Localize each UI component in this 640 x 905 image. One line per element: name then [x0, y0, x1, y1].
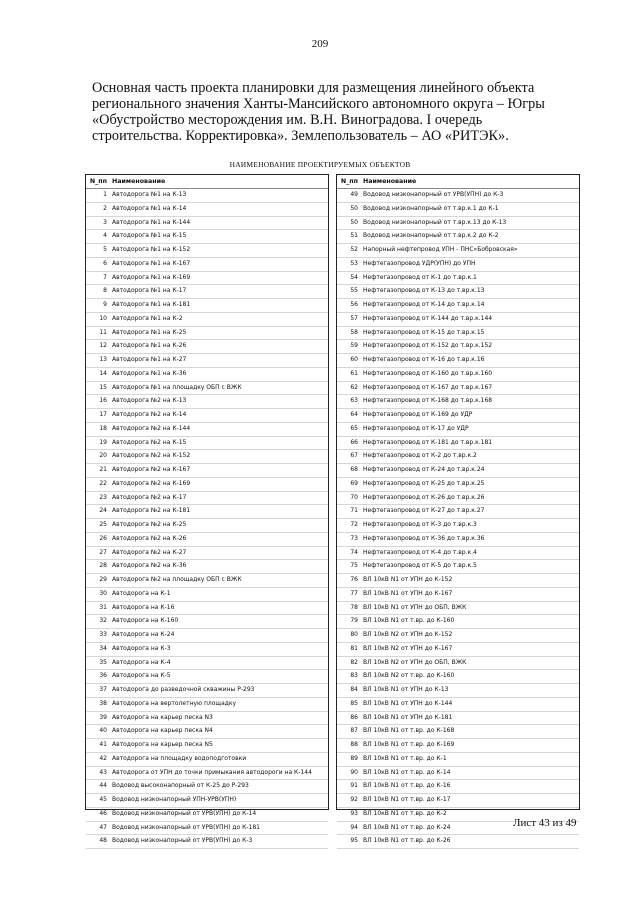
row-number: 40	[99, 727, 107, 735]
table-row	[86, 382, 328, 396]
row-name: Автодорога №1 на К-167	[112, 259, 191, 267]
row-number: 1	[103, 191, 107, 198]
row-number: 24	[99, 507, 107, 515]
table-row	[86, 313, 328, 327]
table-row	[337, 464, 579, 478]
table-row	[337, 505, 579, 519]
row-name: Автодорога №1 на К-25	[112, 328, 187, 336]
row-name: Автодорога на К-3	[112, 644, 171, 652]
row-name: Автодорога №2 на К-167	[112, 466, 191, 473]
table-row	[86, 450, 328, 464]
row-number: 32	[99, 617, 107, 625]
table-row	[86, 657, 328, 671]
row-name: Водовод низконапорный от т.вр.к.1 до К-1	[363, 204, 499, 212]
table-row	[86, 354, 328, 368]
table-row	[337, 588, 579, 602]
row-name: ВЛ 10кВ N1 от УПН до К-167	[363, 589, 453, 597]
row-number: 49	[350, 191, 358, 198]
table-row	[86, 629, 328, 643]
row-name: Автодорога №2 на К-36	[112, 562, 187, 570]
row-number: 50	[350, 218, 358, 226]
row-number: 35	[99, 658, 107, 666]
row-name: Автодорога на К-4	[112, 658, 171, 666]
row-name: Автодорога №2 на К-15	[112, 438, 187, 446]
table-row	[86, 272, 328, 286]
table-row	[337, 615, 579, 629]
row-number: 59	[350, 342, 358, 350]
table-row	[86, 258, 328, 272]
column-header-name: Наименование	[112, 178, 166, 185]
row-name: ВЛ 10кВ N2 от УПН до К-167	[363, 644, 453, 652]
row-name: Автодорога №1 на площадку ОБП с ВЖК	[112, 383, 242, 391]
table-row	[86, 217, 328, 231]
row-number: 76	[350, 576, 358, 583]
table-row	[337, 753, 579, 767]
row-name: ВЛ 10кВ N1 от УПН до К-181	[363, 713, 453, 721]
table-row	[337, 657, 579, 671]
row-number: 63	[350, 397, 358, 405]
objects-table-left	[85, 174, 329, 845]
row-name: Автодорога на карьер песка N4	[112, 727, 213, 735]
table-row	[86, 478, 328, 492]
row-number: 62	[350, 383, 358, 391]
row-number: 71	[350, 507, 358, 515]
row-name: Автодорога на карьер песка N5	[112, 741, 213, 748]
row-name: ВЛ 10кВ N1 от УПН до ОБП, ВЖК	[363, 603, 467, 611]
row-number: 68	[350, 466, 358, 473]
table-row	[86, 670, 328, 684]
row-number: 45	[99, 796, 107, 803]
table-row	[337, 712, 579, 726]
row-name: Нефтегазопровод от К-13 до т.вр.к.13	[363, 287, 485, 295]
row-number: 13	[99, 356, 107, 363]
row-number: 55	[350, 287, 358, 295]
row-number: 4	[103, 232, 107, 240]
table-row	[337, 780, 579, 794]
table-row	[337, 533, 579, 547]
table-row	[86, 547, 328, 561]
row-name: Автодорога №1 на К-14	[112, 204, 187, 212]
row-number: 14	[99, 369, 107, 377]
row-number: 23	[99, 493, 107, 501]
row-name: Автодорога №2 на К-25	[112, 521, 187, 528]
table-row	[86, 698, 328, 712]
table-row	[86, 464, 328, 478]
row-number: 90	[350, 768, 358, 776]
row-name: Автодорога на вертолетную площадку	[112, 699, 237, 707]
row-number: 73	[350, 534, 358, 542]
table-row	[86, 739, 328, 753]
row-number: 18	[99, 424, 107, 432]
row-name: Автодорога №2 на К-169	[112, 479, 191, 487]
table-row	[337, 423, 579, 437]
row-name: ВЛ 10кВ N2 от УПН до К-152	[363, 631, 453, 638]
table-row	[86, 602, 328, 616]
row-number: 74	[350, 548, 358, 556]
page-number: 209	[311, 38, 329, 50]
table-row	[86, 395, 328, 409]
table-row	[86, 684, 328, 698]
row-number: 72	[350, 521, 358, 528]
row-name: Автодорога №1 на К-27	[112, 356, 187, 363]
row-number: 83	[350, 672, 358, 680]
row-number: 57	[350, 314, 358, 322]
row-number: 7	[103, 273, 107, 281]
row-name: Нефтегазопровод от К-144 до т.вр.к.144	[363, 314, 493, 322]
row-number: 34	[99, 644, 107, 652]
row-name: Автодорога до разведочной скважины Р-293	[112, 686, 255, 693]
row-name: Автодорога на К-1	[112, 589, 171, 597]
row-name: Нефтегазопровод от К-14 до т.вр.к.14	[363, 301, 485, 308]
table-row	[86, 712, 328, 726]
table-row	[337, 285, 579, 299]
table-row	[337, 272, 579, 286]
row-name: Автодорога №1 на К-181	[112, 301, 191, 308]
row-name: Нефтегазопровод от К-169 до УДР	[363, 411, 473, 418]
table-row	[86, 780, 328, 794]
row-name: Автодорога №2 на К-27	[112, 548, 187, 556]
row-number: 37	[99, 686, 107, 693]
row-name: ВЛ 10кВ N1 от т.вр. до К-1	[363, 754, 447, 762]
row-number: 30	[99, 589, 107, 597]
row-name: ВЛ 10кВ N1 от т.вр. до К-24	[363, 823, 451, 831]
row-name: Нефтегазопровод от К-24 до т.вр.к.24	[363, 466, 485, 473]
row-number: 89	[350, 754, 358, 762]
row-number: 46	[99, 809, 107, 817]
row-number: 56	[350, 301, 358, 308]
row-name: Водовод низконапорный от т.вр.к.13 до К-13	[363, 218, 507, 226]
row-name: Автодорога №1 на К-17	[112, 287, 187, 295]
row-name: ВЛ 10кВ N2 от т.вр. до К-160	[363, 672, 455, 680]
row-name: Автодорога №1 на К-15	[112, 232, 187, 240]
row-number: 65	[350, 424, 358, 432]
table-body-right	[337, 189, 579, 849]
table-row	[337, 519, 579, 533]
table-row	[337, 244, 579, 258]
row-name: Нефтегазопровод от К-25 до т.вр.к.25	[363, 479, 485, 487]
row-name: Нефтегазопровод от К-27 до т.вр.к.27	[363, 507, 485, 515]
table-row	[86, 533, 328, 547]
row-name: Автодорога №1 на К-36	[112, 369, 187, 377]
table-row	[337, 835, 579, 849]
row-name: Автодорога на К-160	[112, 617, 179, 625]
table-row	[337, 478, 579, 492]
row-name: ВЛ 10кВ N1 от т.вр. до К-26	[363, 837, 451, 845]
table-row	[337, 547, 579, 561]
row-name: Автодорога №1 на К-13	[112, 191, 187, 198]
row-name: Нефтегазопровод от К-36 до т.вр.к.36	[363, 534, 485, 542]
table-row	[337, 698, 579, 712]
row-number: 22	[99, 479, 107, 487]
table-row	[86, 189, 328, 203]
table-row	[337, 299, 579, 313]
row-number: 51	[350, 232, 358, 240]
table-row	[86, 519, 328, 533]
row-name: Нефтегазопровод от К-168 до т.вр.к.168	[363, 397, 493, 405]
table-row	[337, 340, 579, 354]
row-number: 47	[99, 823, 107, 831]
row-name: Автодорога от УПН до точки примыкания автодороги на К-144	[112, 768, 312, 776]
row-name: Водовод низконапорный УПН-УРВ(УПН)	[112, 796, 237, 803]
row-name: Нефтегазопровод от К-17 до УДР	[363, 424, 469, 432]
row-name: Автодорога №2 на К-13	[112, 397, 187, 405]
row-name: Автодорога №2 на К-17	[112, 493, 187, 501]
row-number: 44	[99, 782, 107, 790]
row-name: Нефтегазопровод от К-4 до т.вр.к.4	[363, 548, 477, 556]
table-row	[337, 313, 579, 327]
table-row	[86, 615, 328, 629]
row-name: Автодорога на площадку водоподготовки	[112, 754, 247, 762]
row-name: Нефтегазопровод от К-2 до т.вр.к.2	[363, 452, 477, 460]
row-number: 78	[350, 603, 358, 611]
column-header-name: Наименование	[363, 178, 417, 185]
row-name: Нефтегазопровод от К-16 до т.вр.к.16	[363, 356, 485, 363]
row-number: 81	[350, 644, 358, 652]
row-name: Водовод низконапорный от УРВ(УПН) до К-3	[363, 191, 504, 198]
table-row	[337, 189, 579, 203]
row-number: 20	[99, 452, 107, 460]
table-title: НАИМЕНОВАНИЕ ПРОЕКТИРУЕМЫХ ОБЪЕКТОВ	[229, 160, 411, 169]
table-row	[337, 492, 579, 506]
row-name: Автодорога №1 на К-144	[112, 218, 191, 226]
row-number: 94	[350, 823, 358, 831]
table-row	[337, 450, 579, 464]
row-name: Автодорога №1 на К-2	[112, 314, 183, 322]
row-number: 25	[99, 521, 107, 528]
table-row	[86, 230, 328, 244]
row-name: Автодорога на К-5	[112, 672, 171, 680]
row-number: 43	[99, 768, 107, 776]
row-name: Нефтегазопровод от К-1 до т.вр.к.1	[363, 273, 477, 281]
row-number: 16	[99, 397, 107, 405]
table-row	[86, 794, 328, 808]
table-row	[86, 244, 328, 258]
row-number: 52	[350, 246, 358, 253]
row-number: 36	[99, 672, 107, 680]
sheet-counter: Лист 43 из 49	[513, 817, 577, 829]
row-name: Автодорога на карьер песка N3	[112, 713, 213, 721]
row-name: Автодорога на К-24	[112, 631, 175, 638]
table-row	[86, 822, 328, 836]
table-row	[86, 299, 328, 313]
row-number: 38	[99, 699, 107, 707]
row-number: 70	[350, 493, 358, 501]
row-number: 67	[350, 452, 358, 460]
document-heading: Основная часть проекта планировки для размещения линейного объекта регионального значения Ханты-Мансийского автономного округа – Югры «Обустройство месторождения им. В.Н. Виноградова. I очередь строительства. Корректировка». Землепользователь – АО «РИТЭК».	[92, 80, 545, 144]
table-row	[337, 670, 579, 684]
table-row	[337, 409, 579, 423]
row-name: Нефтегазопровод УДР(УПН) до УПН	[363, 259, 476, 267]
row-name: Автодорога на К-16	[112, 603, 175, 611]
row-name: Водовод низконапорный от т.вр.к.2 до К-2	[363, 232, 499, 240]
row-number: 8	[103, 287, 107, 295]
row-number: 12	[99, 342, 107, 350]
table-row	[337, 217, 579, 231]
row-name: Нефтегазопровод от К-160 до т.вр.к.160	[363, 369, 493, 377]
row-name: Автодорога №1 на К-169	[112, 273, 191, 281]
row-name: Автодорога №2 на площадку ОБП с ВЖК	[112, 576, 242, 583]
row-number: 88	[350, 741, 358, 748]
table-row	[86, 808, 328, 822]
row-number: 48	[99, 837, 107, 845]
table-row	[337, 767, 579, 781]
table-row	[337, 794, 579, 808]
row-number: 15	[99, 383, 107, 391]
row-number: 42	[99, 754, 107, 762]
row-number: 41	[99, 741, 107, 748]
table-row	[337, 327, 579, 341]
row-number: 82	[350, 658, 358, 666]
table-row	[337, 395, 579, 409]
row-name: ВЛ 10кВ N2 от УПН до ОБП, ВЖК	[363, 658, 467, 666]
row-number: 5	[103, 246, 107, 253]
row-name: Водовод высоконапорный от К-25 до Р-293	[112, 782, 249, 790]
table-row	[86, 327, 328, 341]
row-number: 3	[103, 218, 107, 226]
table-header	[337, 175, 579, 189]
row-number: 64	[350, 411, 358, 418]
row-name: Автодорога №1 на К-26	[112, 342, 187, 350]
table-row	[337, 574, 579, 588]
row-number: 69	[350, 479, 358, 487]
row-name: Автодорога №2 на К-26	[112, 534, 187, 542]
row-number: 77	[350, 589, 358, 597]
row-name: Водовод низконапорный от УРВ(УПН) до К-181	[112, 823, 260, 831]
row-number: 11	[99, 328, 107, 336]
row-number: 86	[350, 713, 358, 721]
table-row	[337, 203, 579, 217]
row-name: Нефтегазопровод от К-181 до т.вр.к.181	[363, 438, 493, 446]
column-header-num: N_пп	[89, 178, 107, 185]
table-row	[337, 382, 579, 396]
table-row	[86, 368, 328, 382]
row-name: Нефтегазопровод от К-152 до т.вр.к.152	[363, 342, 493, 350]
row-number: 10	[99, 314, 107, 322]
row-number: 91	[350, 782, 358, 790]
table-row	[337, 684, 579, 698]
row-number: 79	[350, 617, 358, 625]
row-number: 26	[99, 534, 107, 542]
table-row	[337, 560, 579, 574]
row-name: Нефтегазопровод от К-3 до т.вр.к.3	[363, 521, 477, 528]
table-row	[337, 258, 579, 272]
row-number: 31	[99, 603, 107, 611]
row-number: 27	[99, 548, 107, 556]
table-row	[86, 725, 328, 739]
row-name: ВЛ 10кВ N1 от т.вр. до К-168	[363, 727, 455, 735]
row-number: 2	[103, 204, 107, 212]
table-header	[86, 175, 328, 189]
row-name: Автодорога №1 на К-152	[112, 246, 191, 253]
table-row	[86, 588, 328, 602]
table-row	[86, 285, 328, 299]
table-row	[337, 230, 579, 244]
table-row	[86, 437, 328, 451]
row-number: 50	[350, 204, 358, 212]
table-row	[86, 767, 328, 781]
table-row	[86, 574, 328, 588]
row-number: 85	[350, 699, 358, 707]
table-row	[86, 423, 328, 437]
row-number: 19	[99, 438, 107, 446]
column-header-num: N_пп	[340, 178, 358, 185]
table-row	[86, 203, 328, 217]
row-number: 60	[350, 356, 358, 363]
row-number: 33	[99, 631, 107, 638]
row-number: 84	[350, 686, 358, 693]
table-row	[86, 409, 328, 423]
table-row	[86, 560, 328, 574]
table-row	[86, 753, 328, 767]
row-number: 9	[103, 301, 107, 308]
row-name: ВЛ 10кВ N1 от УПН до К-144	[363, 699, 453, 707]
row-number: 54	[350, 273, 358, 281]
row-name: ВЛ 10кВ N1 от УПН до К-152	[363, 576, 453, 583]
row-name: Водовод низконапорный от УРВ(УПН) до К-14	[112, 809, 257, 817]
table-body-left	[86, 189, 328, 849]
table-row	[337, 602, 579, 616]
row-name: Водовод низконапорный от УРВ(УПН) до К-3	[112, 837, 253, 845]
row-number: 95	[350, 837, 358, 845]
table-row	[337, 725, 579, 739]
row-number: 92	[350, 796, 358, 803]
row-name: Автодорога №2 на К-152	[112, 452, 191, 460]
table-row	[337, 368, 579, 382]
table-row	[86, 643, 328, 657]
table-row	[86, 505, 328, 519]
row-number: 61	[350, 369, 358, 377]
row-name: Нефтегазопровод от К-26 до т.вр.к.26	[363, 493, 485, 501]
table-row	[337, 354, 579, 368]
table-row	[337, 437, 579, 451]
row-name: Нефтегазопровод от К-167 до т.вр.к.167	[363, 383, 493, 391]
row-number: 21	[99, 466, 107, 473]
row-number: 53	[350, 259, 358, 267]
row-number: 29	[99, 576, 107, 583]
row-name: ВЛ 10кВ N1 от т.вр. до К-17	[363, 796, 451, 803]
table-row	[337, 643, 579, 657]
table-row	[86, 340, 328, 354]
row-name: ВЛ 10кВ N1 от т.вр. до К-14	[363, 768, 451, 776]
row-name: Напорный нефтепровод УПН - ПНС«Бобровская»	[363, 246, 518, 253]
table-row	[337, 629, 579, 643]
row-number: 66	[350, 438, 358, 446]
row-name: ВЛ 10кВ N1 от т.вр. до К-169	[363, 741, 455, 748]
row-number: 6	[103, 259, 107, 267]
row-number: 75	[350, 562, 358, 570]
row-name: Нефтегазопровод от К-5 до т.вр.к.5	[363, 562, 477, 570]
row-name: Автодорога №2 на К-144	[112, 424, 191, 432]
row-name: Автодорога №2 на К-181	[112, 507, 191, 515]
table-row	[86, 492, 328, 506]
row-number: 93	[350, 809, 358, 817]
row-name: ВЛ 10кВ N1 от т.вр. до К-2	[363, 809, 447, 817]
row-number: 17	[99, 411, 107, 418]
table-row	[337, 739, 579, 753]
row-name: Нефтегазопровод от К-15 до т.вр.к.15	[363, 328, 485, 336]
row-number: 39	[99, 713, 107, 721]
row-number: 87	[350, 727, 358, 735]
row-name: ВЛ 10кВ N1 от т.вр. до К-160	[363, 617, 455, 625]
row-name: ВЛ 10кВ N1 от т.вр. до К-16	[363, 782, 451, 790]
row-name: ВЛ 10кВ N1 от УПН до К-13	[363, 686, 449, 693]
row-number: 58	[350, 328, 358, 336]
table-row	[86, 835, 328, 849]
row-number: 28	[99, 562, 107, 570]
row-number: 80	[350, 631, 358, 638]
row-name: Автодорога №2 на К-14	[112, 411, 187, 418]
